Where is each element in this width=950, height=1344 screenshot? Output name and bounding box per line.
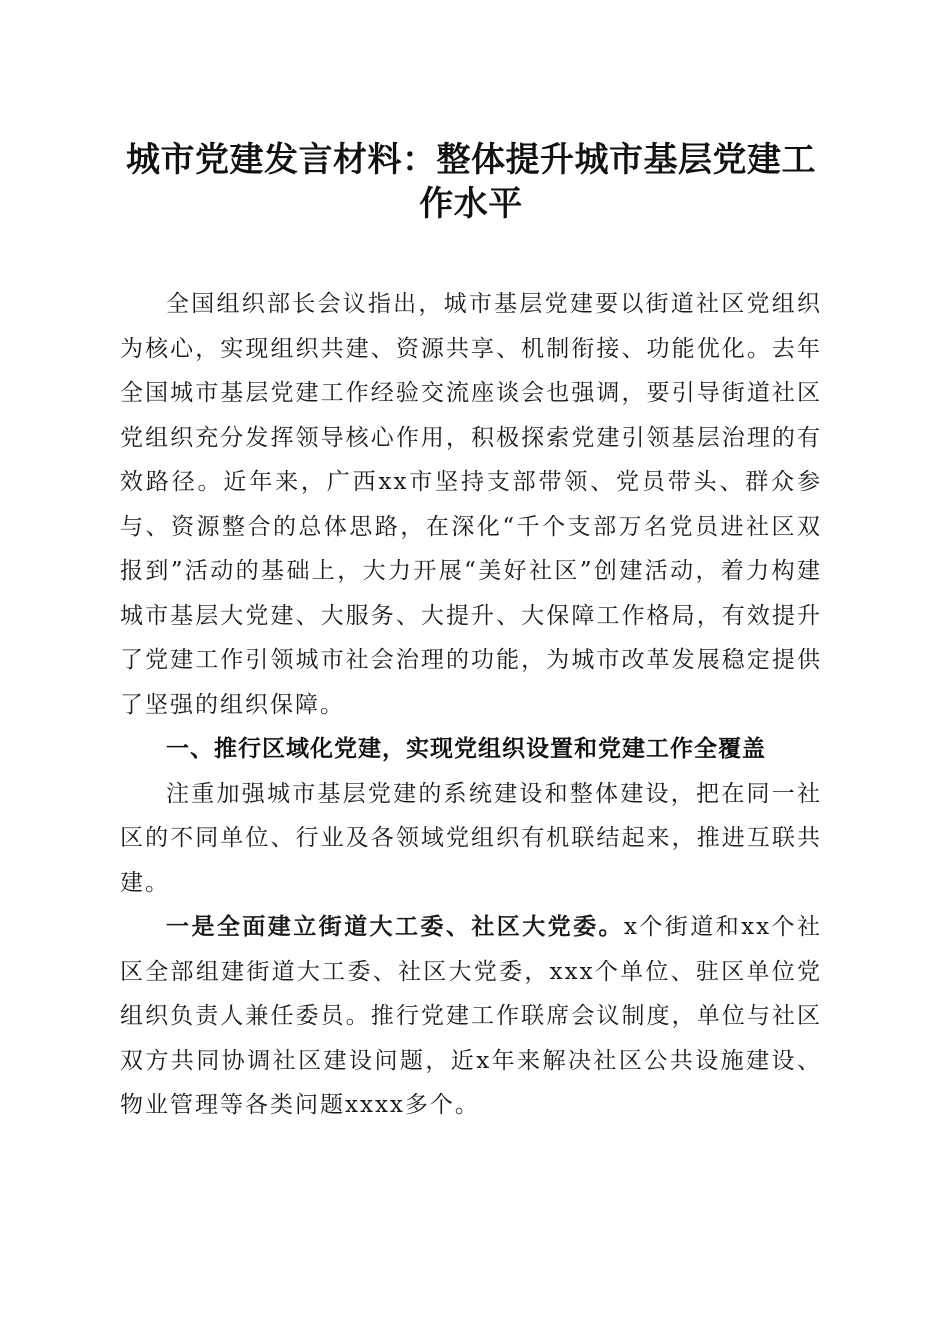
document-title: 城市党建发言材料：整体提升城市基层党建工作水平 [126, 140, 816, 224]
section-heading-1: 一、推行区域化党建，实现党组织设置和党建工作全覆盖 [166, 736, 766, 762]
document-body [120, 282, 822, 1128]
intro-paragraph: 全国组织部长会议指出，城市基层党建要以街道社区党组织为核心，实现组织共建、资源共享、机制衔接、功能优化。去年全国城市基层党建工作经验交流座谈会也强调，要引导街道社区党组织充分发挥领导核心作用，积极探索党建引领基层治理的有效路径。近年来，广西xx市坚持支部带领、党员带头、群众参与、资源整合的总体思路，在深化“千个支部万名党员进社区双报到”活动的基础上，大力开展“美好社区”创建活动，着力构建城市基层大党建、大服务、大提升、大保障工作格局，有效提升了党建工作引领城市社会治理的功能，为城市改革发展稳定提供了坚强的组织保障。 [120, 291, 822, 718]
section-1-item-1 [120, 905, 822, 1128]
item-1-text: x个街道和xx个社区全部组建街道大工委、社区大党委，xxx个单位、驻区单位党组织负责人兼任委员。推行党建工作联席会议制度，单位与社区双方共同协调社区建设问题，近x年来解决社区公共设施建设、物业管理等各类问题xxxx多个。 [120, 914, 822, 1118]
section-1-intro: 注重加强城市基层党建的系统建设和整体建设，把在同一社区的不同单位、行业及各领域党组织有机联结起来，推进互联共建。 [120, 780, 822, 896]
document-page [120, 0, 822, 1128]
item-1-lead: 一是全面建立街道大工委、社区大党委。 [166, 913, 624, 940]
